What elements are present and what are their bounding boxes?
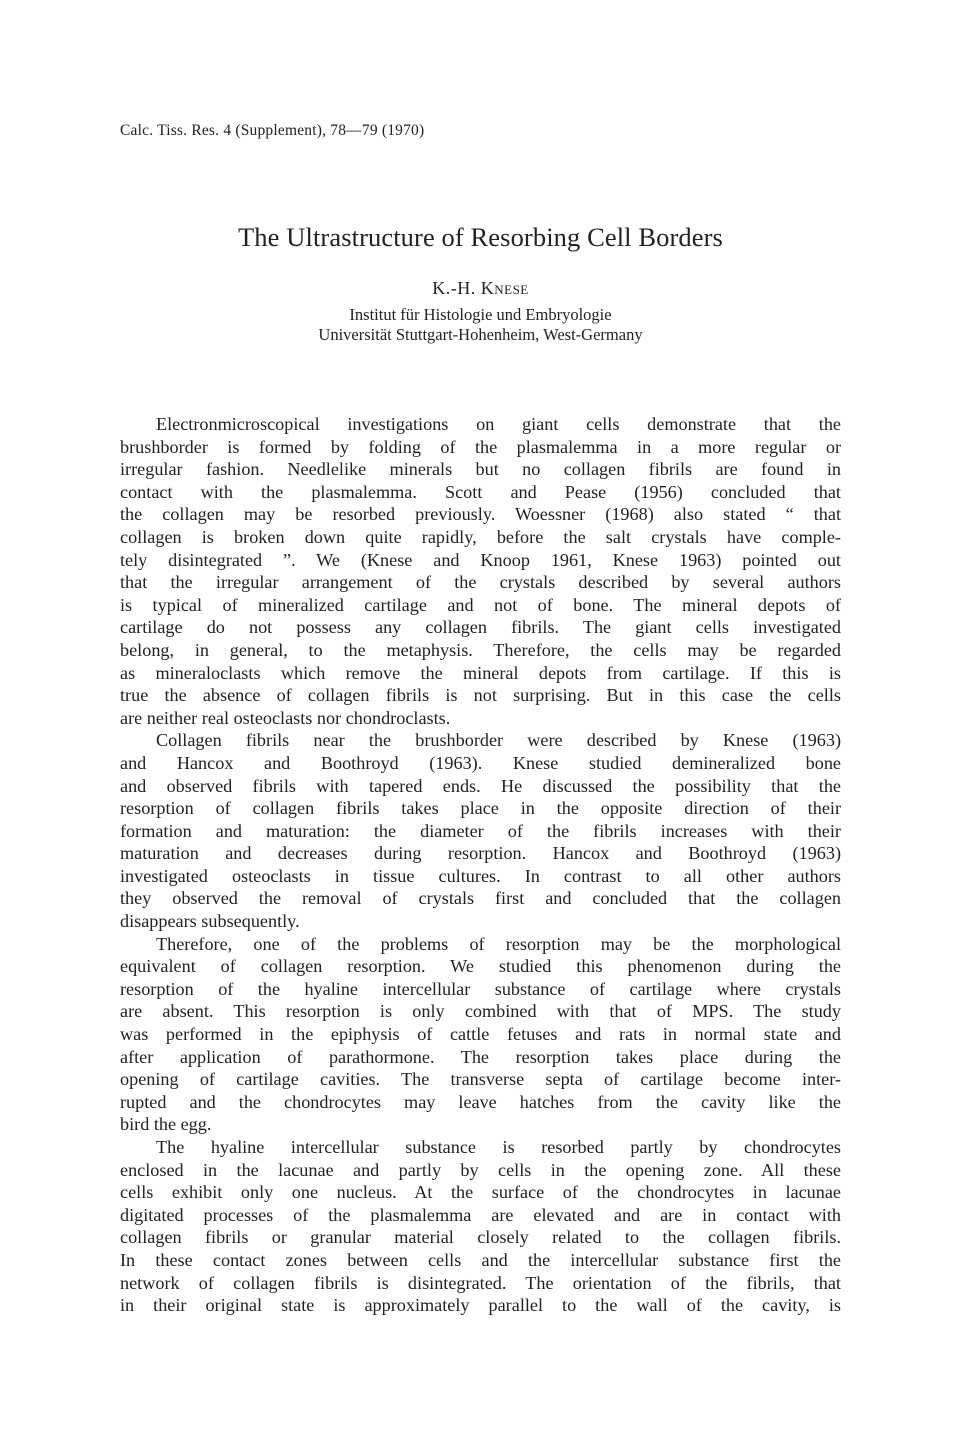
text-line: true the absence of collagen fibrils is not surprising. But in this case the cells [120,685,841,706]
text-line: brushborder is formed by folding of the plasmalemma in a more regular or [120,436,841,457]
text-line: they observed the removal of crystals first and concluded that the collagen [120,888,841,909]
text-line: was performed in the epiphysis of cattle fetuses and rats in normal state and [120,1024,841,1045]
text-line: after application of parathormone. The resorption takes place during the [120,1046,841,1067]
text-line: Therefore, one of the problems of resorption may be the morphological [156,933,841,954]
journal-reference: Calc. Tiss. Res. 4 (Supplement), 78—79 (1970) [120,122,425,139]
text-line: in their original state is approximately parallel to the wall of the cavity, is [120,1295,841,1316]
text-line: opening of cartilage cavities. The transverse septa of cartilage become inter- [120,1069,841,1090]
article-title: The Ultrastructure of Resorbing Cell Borders [238,222,723,252]
author-affiliation [0,305,961,345]
text-line: and Hancox and Boothroyd (1963). Knese studied demineralized bone [120,752,841,773]
text-line: collagen fibrils or granular material closely related to the collagen fibrils. [120,1227,841,1248]
article-author: K.-H. Knese [432,278,529,298]
text-line: The hyaline intercellular substance is resorbed partly by chondrocytes [156,1137,841,1157]
text-line: In these contact zones between cells and the intercellular substance first the [120,1249,841,1270]
text-line: the collagen may be resorbed previously. Woessner (1968) also stated “ that [120,504,841,525]
text-line: cartilage do not possess any collagen fibrils. The giant cells investigated [120,617,841,638]
text-line: Electronmicroscopical investigations on giant cells demonstrate that the [156,414,841,434]
text-line: enclosed in the lacunae and partly by cells in the opening zone. All these [120,1159,841,1180]
affiliation-university: Universität Stuttgart-Hohenheim, West-Germany [318,325,643,344]
text-line: irregular fashion. Needlelike minerals but no collagen fibrils are found in [120,459,841,480]
text-line: Collagen fibrils near the brushborder were described by Knese (1963) [156,730,841,751]
text-line: that the irregular arrangement of the crystals described by several authors [120,572,841,593]
text-line: belong, in general, to the metaphysis. Therefore, the cells may be regarded [120,639,841,660]
text-line: and observed fibrils with tapered ends. He discussed the possibility that the [120,775,841,796]
text-line: resorption of the hyaline intercellular substance of cartilage where crystals [120,978,841,999]
text-line: as mineraloclasts which remove the mineral depots from cartilage. If this is [120,662,841,683]
text-line: disappears subsequently. [120,911,300,932]
text-line: are absent. This resorption is only combined with that of MPS. The study [120,1001,841,1022]
text-line: are neither real osteoclasts nor chondroclasts. [120,707,451,728]
text-line: contact with the plasmalemma. Scott and Pease (1956) concluded that [120,481,841,502]
article-body [120,413,841,1317]
text-line: maturation and decreases during resorption. Hancox and Boothroyd (1963) [120,843,841,864]
text-line: bird the egg. [120,1114,212,1135]
body-paragraph [120,1136,841,1317]
text-line: investigated osteoclasts in tissue cultures. In contrast to all other authors [120,865,841,886]
text-line: collagen is broken down quite rapidly, before the salt crystals have comple- [120,526,841,547]
text-line: digitated processes of the plasmalemma are elevated and are in contact with [120,1204,841,1225]
text-line: is typical of mineralized cartilage and not of bone. The mineral depots of [120,594,841,615]
text-line: formation and maturation: the diameter of the fibrils increases with their [120,820,841,841]
body-paragraph [120,729,841,932]
body-paragraph [120,933,841,1136]
text-line: rupted and the chondrocytes may leave hatches from the cavity like the [120,1091,841,1112]
text-line: equivalent of collagen resorption. We studied this phenomenon during the [120,956,841,977]
text-line: resorption of collagen fibrils takes place in the opposite direction of their [120,798,841,819]
affiliation-institute: Institut für Histologie und Embryologie [349,305,612,324]
text-line: tely disintegrated ”. We (Knese and Knoop 1961, Knese 1963) pointed out [120,549,841,570]
text-line: network of collagen fibrils is disintegrated. The orientation of the fibrils, that [120,1272,841,1293]
text-line: cells exhibit only one nucleus. At the surface of the chondrocytes in lacunae [120,1182,841,1203]
body-paragraph [120,413,841,729]
